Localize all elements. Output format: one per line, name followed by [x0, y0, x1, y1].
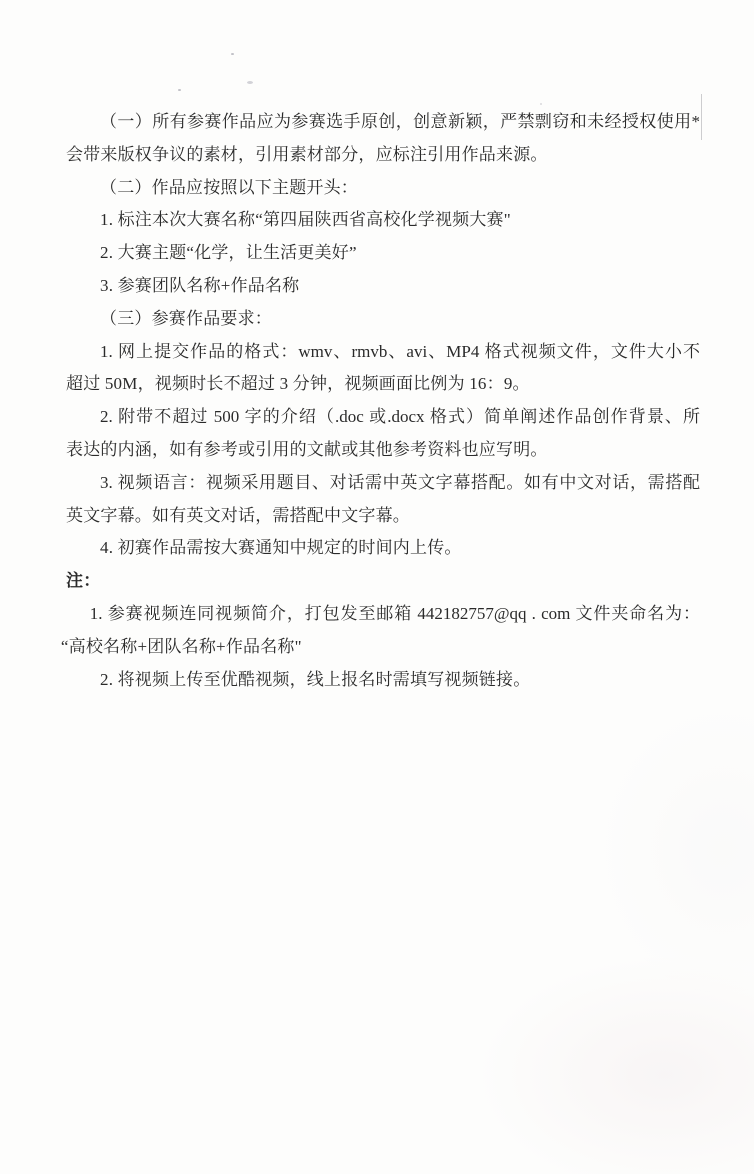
- document-line: 1. 标注本次大赛名称“第四届陕西省高校化学视频大赛": [100, 210, 511, 230]
- scan-speck: [178, 89, 181, 91]
- scan-haze-artifact: [594, 700, 754, 1000]
- document-line: 会带来版权争议的素材，引用素材部分，应标注引用作品来源。: [66, 144, 548, 164]
- document-line: 3. 视频语言：视频采用题目、对话需中英文字幕搭配。如有中文对话，需搭配: [100, 472, 700, 492]
- scan-speck: [247, 81, 253, 84]
- document-line: “高校名称+团队名称+作品名称": [60, 636, 302, 656]
- document-line: 超过 50M，视频时长不超过 3 分钟，视频画面比例为 16：9。: [66, 374, 530, 394]
- scan-speck: [540, 103, 542, 105]
- scan-speck: [231, 53, 234, 55]
- scan-crease-artifact: [701, 94, 702, 140]
- document-line: 2. 附带不超过 500 字的介绍（.doc 或.docx 格式）简单阐述作品创作背景、所: [100, 407, 700, 427]
- document-body: [60, 106, 700, 696]
- document-line: 2. 将视频上传至优酷视频，线上报名时需填写视频链接。: [100, 669, 531, 689]
- document-line: 2. 大赛主题“化学，让生活更美好”: [100, 243, 357, 263]
- scan-haze-artifact: [474, 954, 754, 1174]
- document-line: 表达的内涵，如有参考或引用的文献或其他参考资料也应写明。: [66, 439, 548, 459]
- document-line: 1. 参赛视频连同视频简介，打包发至邮箱 442182757@qq . com 文件夹命名为：: [89, 603, 700, 623]
- document-line: 1. 网上提交作品的格式：wmv、rmvb、avi、MP4 格式视频文件，文件大小不: [100, 341, 700, 361]
- document-line: 注：: [66, 571, 101, 591]
- document-line: （一）所有参赛作品应为参赛选手原创，创意新颖，严禁剽窃和未经授权使用*: [100, 112, 700, 131]
- document-line: 英文字幕。如有英文对话，需搭配中文字幕。: [66, 505, 410, 525]
- document-line: 4. 初赛作品需按大赛通知中规定的时间内上传。: [100, 538, 462, 558]
- document-line: 3. 参赛团队名称+作品名称: [100, 275, 300, 295]
- document-line: （三）参赛作品要求：: [100, 308, 272, 328]
- document-line: （二）作品应按照以下主题开头：: [100, 177, 358, 197]
